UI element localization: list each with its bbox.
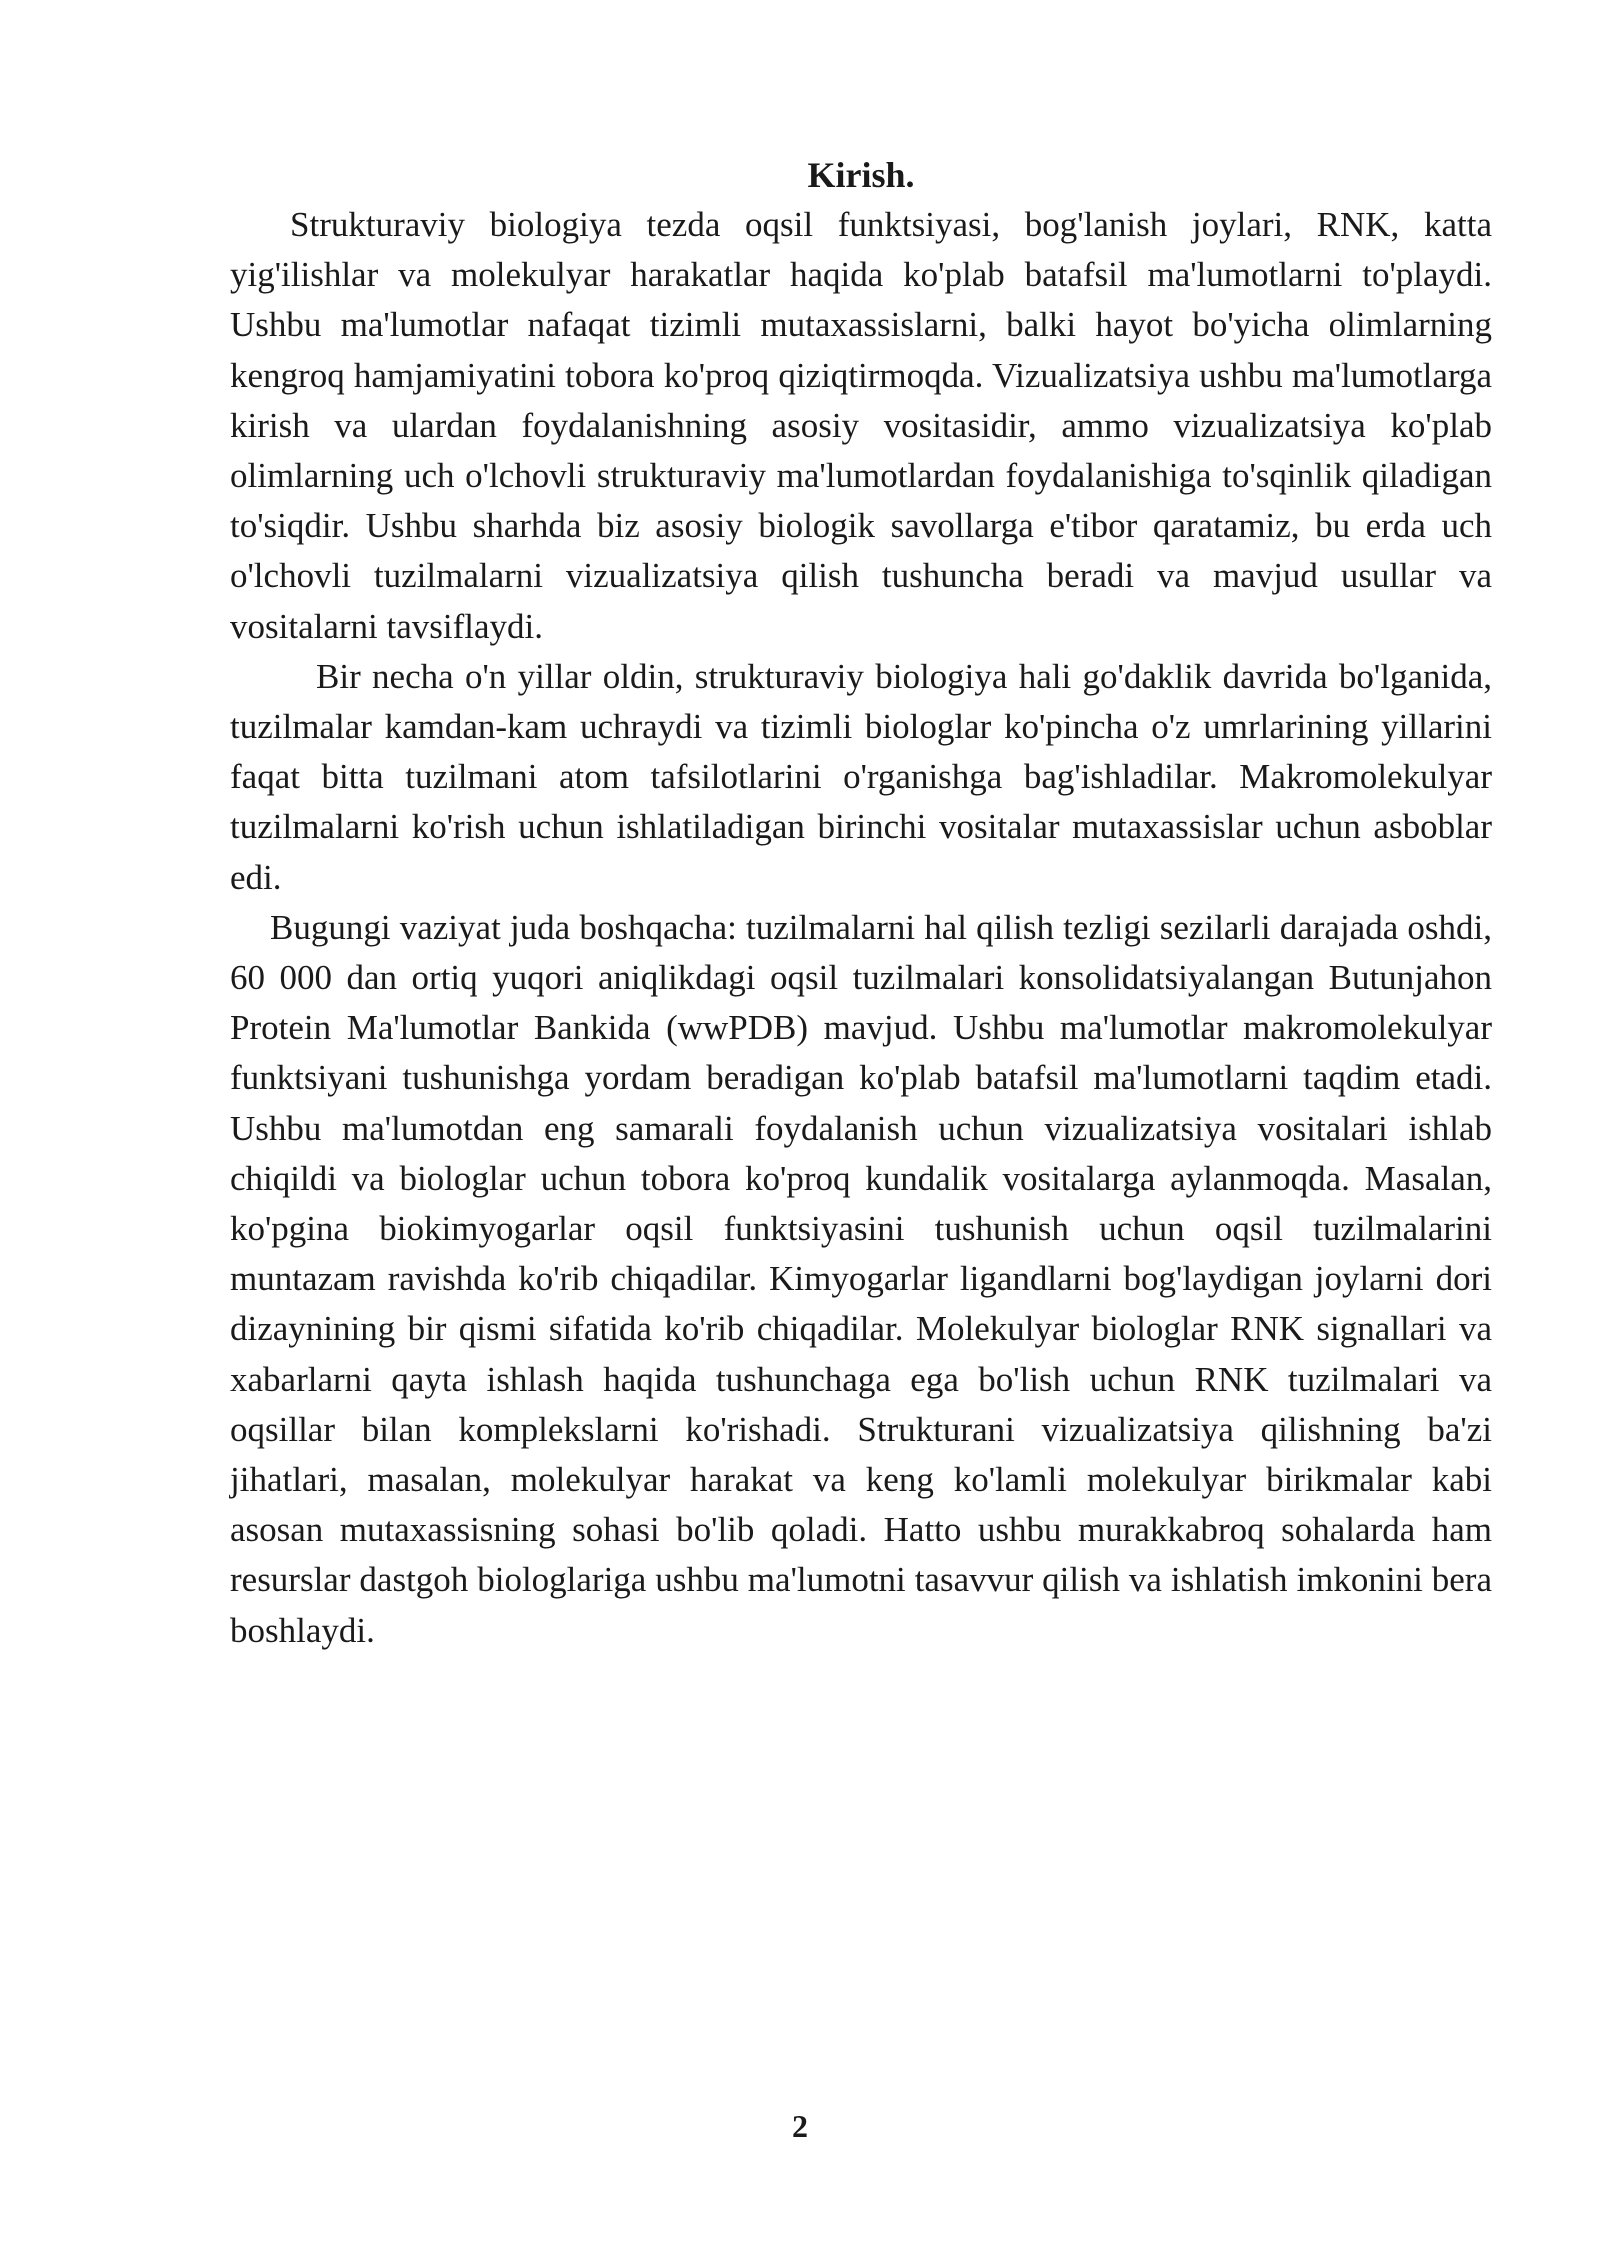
- section-title: Kirish.: [807, 155, 915, 195]
- document-page: [230, 150, 1492, 1656]
- paragraph-1: Strukturaviy biologiya tezda oqsil funktsiyasi, bog'lanish joylari, RNK, katta yig'ilishlar va molekulyar harakatlar haqida ko'plab batafsil ma'lumotlarni to'playdi. Ushbu ma'lumotlar nafaqat tizimli mutaxassislarni, balki hayot bo'yicha olimlarning kengroq hamjamiyatini tobora ko'proq qiziqtirmoqda. Vizualizatsiya ushbu ma'lumotlarga kirish va ulardan foydalanishning asosiy vositasidir, ammo vizualizatsiya ko'plab olimlarning uch o'lchovli strukturaviy ma'lumotlardan foydalanishiga to'sqinlik qiladigan to'siqdir. Ushbu sharhda biz asosiy biologik savollarga e'tibor qaratamiz, bu erda uch o'lchovli tuzilmalarni vizualizatsiya qilish tushuncha beradi va mavjud usullar va vositalarni tavsiflaydi.: [230, 205, 1492, 646]
- page-number: 2: [792, 2108, 808, 2144]
- paragraph-3: Bugungi vaziyat juda boshqacha: tuzilmalarni hal qilish tezligi sezilarli darajada oshdi, 60 000 dan ortiq yuqori aniqlikdagi oqsil tuzilmalari konsolidatsiyalangan Butunjahon Protein Ma'lumotlar Bankida (wwPDB) mavjud. Ushbu ma'lumotlar makromolekulyar funktsiyani tushunishga yordam beradigan ko'plab batafsil ma'lumotlarni taqdim etadi. Ushbu ma'lumotdan eng samarali foydalanish uchun vizualizatsiya vositalari ishlab chiqildi va biologlar uchun tobora ko'proq kundalik vositalarga aylanmoqda. Masalan, ko'pgina biokimyogarlar oqsil funktsiyasini tushunish uchun oqsil tuzilmalarini muntazam ravishda ko'rib chiqadilar. Kimyogarlar ligandlarni bog'laydigan joylarni dori dizaynining bir qismi sifatida ko'rib chiqadilar. Molekulyar biologlar RNK signallari va xabarlarni qayta ishlash haqida tushunchaga ega bo'lish uchun RNK tuzilmalari va oqsillar bilan komplekslarni ko'rishadi. Strukturani vizualizatsiya qilishning ba'zi jihatlari, masalan, molekulyar harakat va keng ko'lamli molekulyar birikmalar kabi asosan mutaxassisning sohasi bo'lib qoladi. Hatto ushbu murakkabroq sohalarda ham resurslar dastgoh biologlariga ushbu ma'lumotni tasavvur qilish va ishlatish imkonini bera boshlaydi.: [230, 907, 1492, 1650]
- paragraph-2: Bir necha o'n yillar oldin, strukturaviy biologiya hali go'daklik davrida bo'lganida, tuzilmalar kamdan-kam uchraydi va tizimli biologlar ko'pincha o'z umrlarining yillarini faqat bitta tuzilmani atom tafsilotlarini o'rganishga bag'ishladilar. Makromolekulyar tuzilmalarni ko'rish uchun ishlatiladigan birinchi vositalar mutaxassislar uchun asboblar edi.: [230, 656, 1492, 897]
